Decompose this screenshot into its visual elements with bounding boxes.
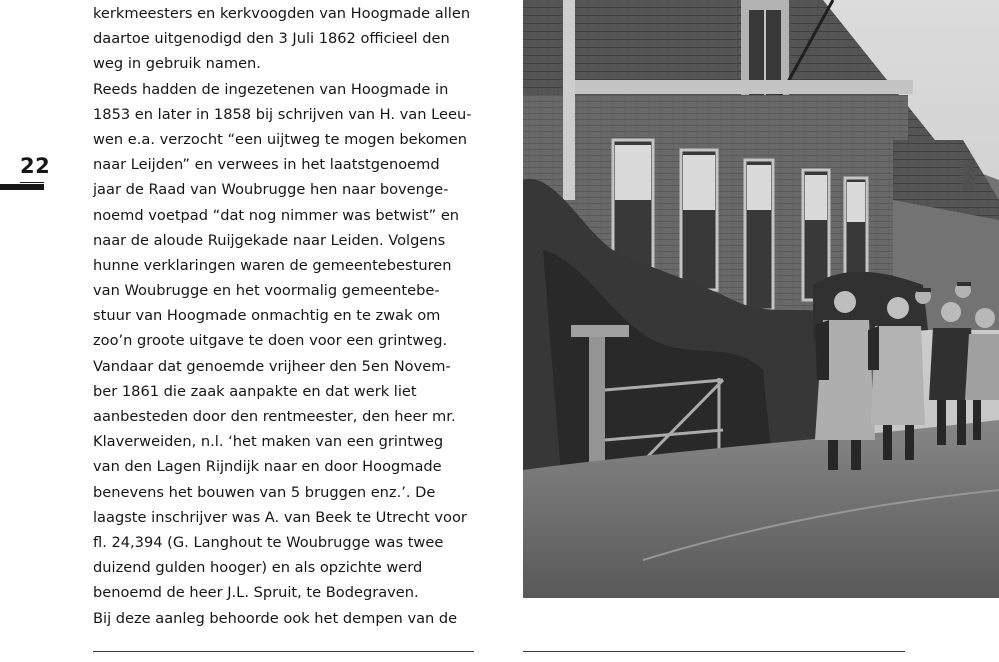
- text-line: daartoe uitgenodigd den 3 Juli 1862 officieel den: [93, 30, 450, 48]
- text-line: naar Leijden” en verwees in het laatstgenoemd: [93, 156, 440, 174]
- text-line: wen e.a. verzocht “een uijtweg te mogen bekomen: [93, 130, 467, 148]
- text-line: benevens het bouwen van 5 bruggen enz.’. De: [93, 483, 436, 501]
- text-line: laagste inschrijver was A. van Beek te Utrecht voor: [93, 508, 467, 526]
- text-line: naar de aloude Ruijgekade naar Leiden. Volgens: [93, 231, 446, 249]
- historical-photograph: [523, 0, 999, 598]
- text-line: Reeds hadden de ingezetenen van Hoogmade in: [93, 80, 449, 98]
- text-line: fl. 24,394 (G. Langhout te Woubrugge was twee: [93, 533, 444, 551]
- text-line: van Woubrugge en het voormalig gemeentebe-: [93, 282, 440, 300]
- text-line: kerkmeesters en kerkvoogden van Hoogmade allen: [93, 5, 471, 22]
- text-line: zoo’n groote uitgave te doen voor een grintweg.: [93, 332, 448, 350]
- body-text-column: [93, 1, 493, 631]
- text-line: Vandaar dat genoemde vrijheer den 5en Novem-: [93, 357, 451, 375]
- text-line: benoemd de heer J.L. Spruit, te Bodegraven.: [93, 584, 419, 602]
- text-line: Klaverweiden, n.l. ‘het maken van een grintweg: [93, 433, 444, 451]
- text-line: weg in gebruik namen.: [93, 55, 261, 73]
- page-number-marker: [0, 184, 44, 190]
- text-line: Bij deze aanleg behoorde ook het dempen van de: [93, 609, 458, 627]
- photograph-image: [523, 0, 999, 598]
- text-line: duizend gulden hooger) en als opzichte werd: [93, 559, 423, 577]
- footer-rule-left: [93, 651, 474, 652]
- text-line: van den Lagen Rijndijk naar en door Hoogmade: [93, 458, 442, 476]
- text-line: noemd voetpad “dat nog nimmer was betwist” en: [93, 206, 460, 224]
- text-line: aanbesteden door den rentmeester, den heer mr.: [93, 408, 456, 425]
- text-line: hunne verklaringen waren de gemeentebesturen: [93, 256, 452, 274]
- footer-rule-right: [523, 651, 905, 652]
- text-line: ber 1861 die zaak aanpakte en dat werk liet: [93, 382, 417, 400]
- text-line: stuur van Hoogmade onmachtig en te zwak om: [93, 307, 441, 325]
- text-line: jaar de Raad van Woubrugge hen naar bovenge-: [93, 181, 449, 199]
- text-line: 1853 en later in 1858 bij schrijven van H. van Leeu-: [93, 105, 472, 123]
- page-number: 22: [20, 154, 51, 178]
